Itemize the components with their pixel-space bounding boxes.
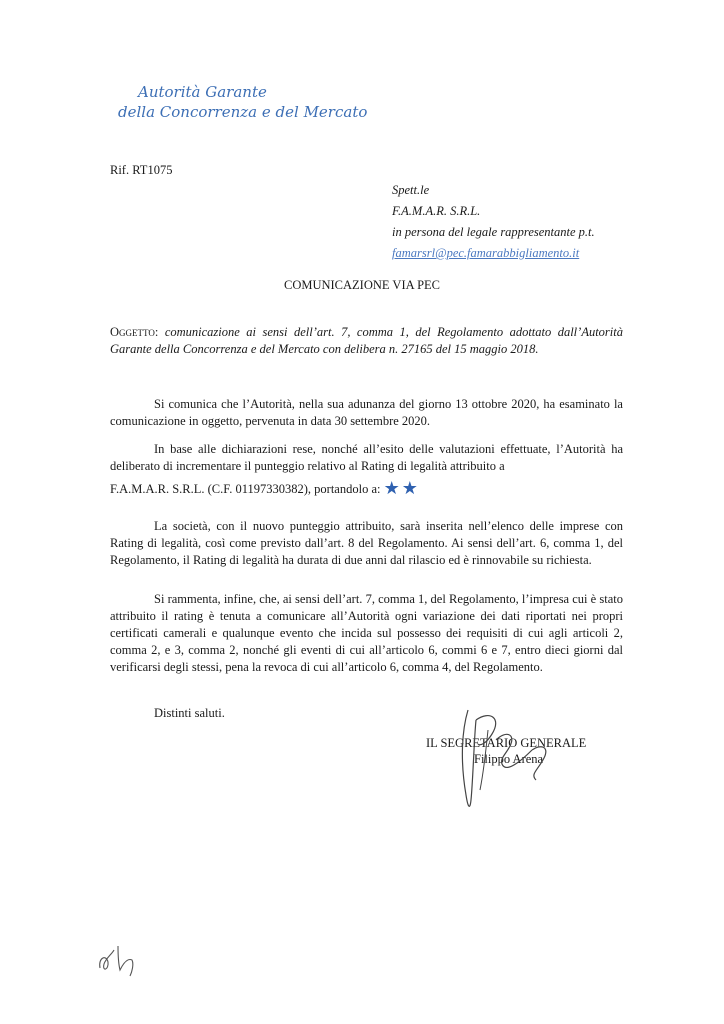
recipient-company: F.A.M.A.R. S.R.L.	[392, 204, 481, 218]
initials-mark-icon	[94, 940, 154, 980]
recipient-salutation: Spett.le	[392, 183, 430, 197]
paragraph-obligations: Si rammenta, infine, che, ai sensi dell’art. 7, comma 1, del Regolamento, l’impresa cui è stato attribuito il rating è tenuta a comunicare all’Autorità ogni variazione dei dati riportati nei propri certificati camerali e qualunque evento che incida sul possesso dei requisiti di cui agli articoli 2, comma 2, e 3, comma 2, nonché gli eventi di cui all’articolo 6, commi 6 e 7, entro dieci giorni dal verificarsi degli stessi, pena la revoca di cui all’articolo 6, comma 4, del Regolamento.	[110, 592, 623, 674]
reference-number: Rif. RT1075	[110, 163, 173, 177]
paragraph-rating-line	[110, 480, 630, 498]
recipient-email-link[interactable]: famarsrl@pec.famarabbigliamento.it	[392, 246, 580, 260]
authority-logo	[118, 82, 367, 122]
paragraph-listing: La società, con il nuovo punteggio attribuito, sarà inserita nell’elenco delle imprese con Rating di legalità, così come previsto dall’art. 8 del Regolamento. Ai sensi dell’art. 6, comma 1, del Regolamento, il Rating di legalità ha durata di due anni dal rilascio ed è rinnovabile su richiesta.	[110, 519, 623, 567]
signatory-name: Filippo Arena	[474, 752, 544, 766]
subject-text: comunicazione ai sensi dell’art. 7, comma 1, del Regolamento adottato dall’Autorità Garante della Concorrenza e del Mercato con delibera n. 27165 del 15 maggio 2018.	[110, 325, 623, 356]
subject-label: Oggetto:	[110, 325, 159, 339]
subject-paragraph	[110, 324, 623, 358]
logo-line-1: Autorità Garante	[138, 83, 267, 101]
closing-greeting: Distinti saluti.	[154, 706, 225, 720]
handwritten-signature-icon	[440, 700, 570, 820]
document-heading: COMUNICAZIONE VIA PEC	[283, 278, 441, 292]
rating-company-text: F.A.M.A.R. S.R.L. (C.F. 01197330382), portandolo a:	[110, 482, 381, 496]
rating-stars-icon: ★★	[383, 478, 420, 498]
paragraph-adunanza: Si comunica che l’Autorità, nella sua adunanza del giorno 13 ottobre 2020, ha esaminato la comunicazione in oggetto, pervenuta in data 30 settembre 2020.	[110, 397, 623, 428]
paragraph-deliberation: In base alle dichiarazioni rese, nonché all’esito delle valutazioni effettuate, l’Autorità ha deliberato di incrementare il punteggio relativo al Rating di legalità attribuito a	[110, 442, 623, 473]
recipient-address	[392, 180, 595, 264]
logo-line-2: della Concorrenza e del Mercato	[118, 103, 368, 121]
recipient-representative: in persona del legale rappresentante p.t.	[392, 225, 595, 239]
signatory-title: IL SEGRETARIO GENERALE	[426, 736, 587, 750]
